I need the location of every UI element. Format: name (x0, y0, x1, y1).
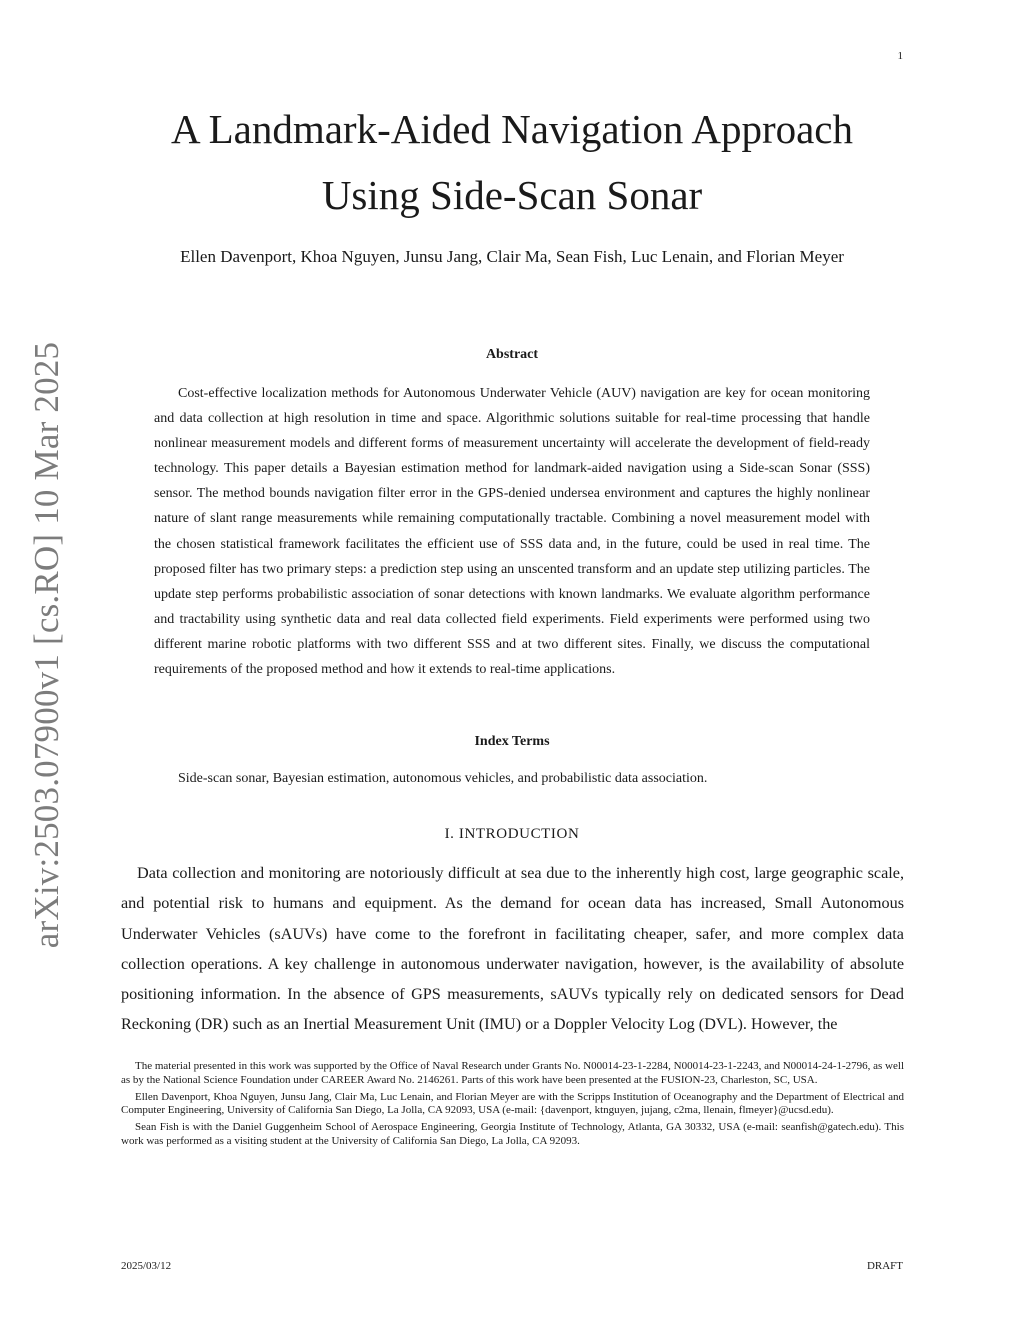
title-line-2: Using Side-Scan Sonar (321, 172, 703, 218)
section-title: NTRODUCTION (464, 826, 580, 842)
index-terms-body: Side-scan sonar, Bayesian estimation, autonomous vehicles, and probabilistic data association. (178, 771, 708, 786)
abstract-body: Cost-effective localization methods for Autonomous Underwater Vehicle (AUV) navigation are key for ocean monitoring and data collection at high resolution in time and space. Algorithmic solutions suitable for real-time processing that handle nonlinear measurement models and different forms of measurement uncertainty will accelerate the development of field-ready technology. This paper details a Bayesian estimation method for landmark-aided navigation using a Side-scan Sonar (SSS) sensor. The method bounds navigation filter error in the GPS-denied undersea environment and captures the highly nonlinear nature of slant range measurements while remaining computationally tractable. Combining a novel measurement model with the chosen statistical framework facilitates the efficient use of SSS data and, in the future, could be used in real time. The proposed filter has two primary steps: a prediction step using an unscented transform and an update step utilizing particles. The update step performs probabilistic association of sonar detections with known landmarks. We evaluate algorithm performance and tractability using synthetic data and real data collected field experiments. Field experiments were performed using two different marine robotic platforms with two different SSS and at two different sites. Finally, we discuss the computational requirements of the proposed method and how it extends to real-time applications. (154, 386, 870, 678)
affiliation-footnote: Sean Fish is with the Daniel Guggenheim School of Aerospace Engineering, Georgia Institute of Technology, Atlanta, GA 30332, USA (e-mail: seanfish@gatech.edu). This work was performed as a visiting student at the University of California San Diego, La Jolla, CA 92093. (121, 1121, 904, 1147)
section-heading-introduction (0, 826, 1024, 843)
footer-draft-label: DRAFT (866, 1260, 903, 1272)
index-terms-heading: Index Terms (474, 734, 550, 749)
author-list: Ellen Davenport, Khoa Nguyen, Junsu Jang, Clair Ma, Sean Fish, Luc Lenain, and Florian Meyer (180, 247, 844, 266)
footer-date: 2025/03/12 (121, 1260, 172, 1272)
page-number: 1 (897, 50, 903, 62)
footnotes (121, 1060, 904, 1152)
funding-footnote: The material presented in this work was supported by the Office of Naval Research under Grants No. N00014-23-1-2284, N00014-23-1-2243, and N00014-24-1-2796, as well as by the National Science Foundation under CAREER Award No. 2146261. Parts of this work have been presented at the FUSION-23, Charleston, SC, USA. (121, 1060, 904, 1086)
arxiv-identifier-text: arXiv:2503.07900v1 [cs.RO] 10 Mar 2025 (27, 341, 66, 949)
title-line-1: A Landmark-Aided Navigation Approach (170, 106, 853, 152)
abstract-heading: Abstract (485, 347, 539, 362)
section-number: I. I (444, 826, 465, 842)
paper-title (0, 96, 1024, 228)
introduction-paragraph: Data collection and monitoring are notoriously difficult at sea due to the inherently high cost, large geographic scale, and potential risk to humans and equipment. As the demand for ocean data has increased, Small Autonomous Underwater Vehicles (sAUVs) have come to the forefront in facilitating cheaper, safer, and more complex data collection operations. A key challenge in autonomous underwater navigation, however, is the availability of absolute positioning information. In the absence of GPS measurements, sAUVs typically rely on dedicated sensors for Dead Reckoning (DR) such as an Inertial Measurement Unit (IMU) or a Doppler Velocity Log (DVL). However, the (121, 864, 904, 1034)
affiliation-footnote: Ellen Davenport, Khoa Nguyen, Junsu Jang, Clair Ma, Luc Lenain, and Florian Meyer are with the Scripps Institution of Oceanography and the Department of Electrical and Computer Engineering, University of California San Diego, La Jolla, CA 92093, USA (e-mail: {davenport, ktnguyen, jujang, c2ma, llenain, flmeyer}@ucsd.edu). (121, 1090, 904, 1117)
